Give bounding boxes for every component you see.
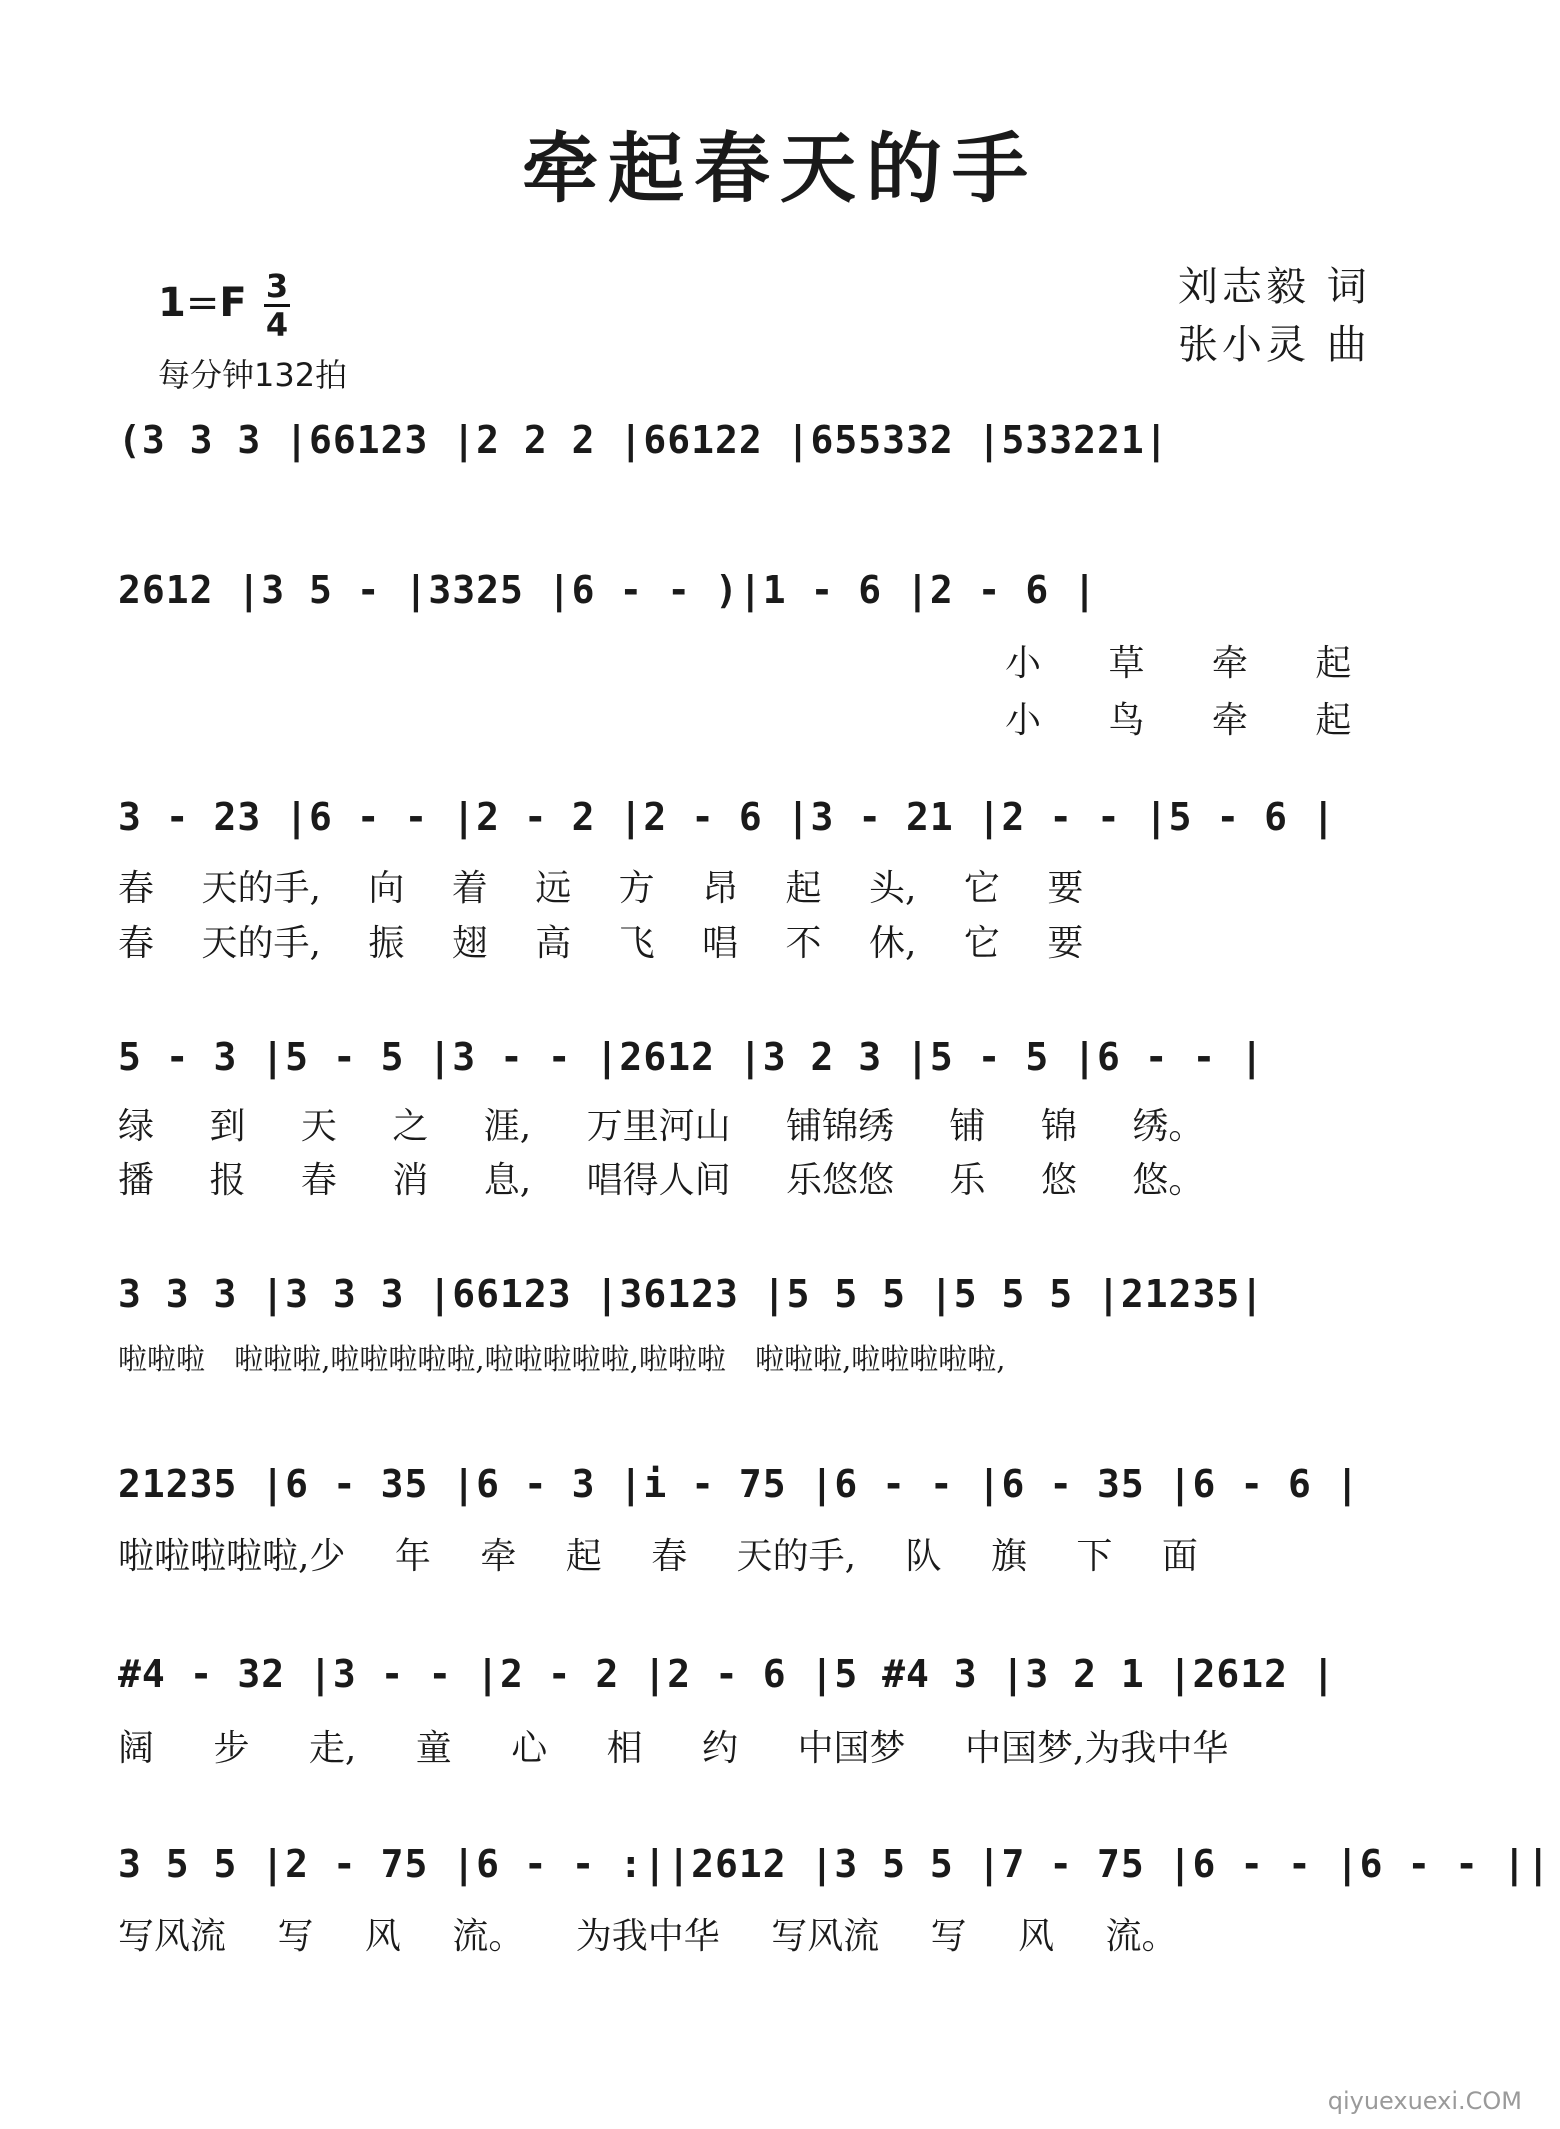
notation-line-2: 2612 |3 5 - |3325 |6 - - )|1 - 6 |2 - 6 | <box>118 568 1097 612</box>
lyric-line-2-verse-2: 小 鸟 牵 起 <box>1005 700 1352 741</box>
lyric-line-6: 啦啦啦啦啦,少 年 牵 起 春 天的手, 队 旗 下 面 <box>118 1536 1198 1577</box>
notation-line-6: 21235 |6 - 35 |6 - 3 |i - 75 |6 - - |6 - 35 |6 - 6 | <box>118 1462 1360 1506</box>
lyric-line-7: 阔 步 走, 童 心 相 约 中国梦 中国梦,为我中华 <box>118 1728 1229 1769</box>
lyric-line-3-verse-2: 春 天的手, 振 翅 高 飞 唱 不 休, 它 要 <box>118 923 1084 964</box>
notation-line-1: (3 3 3 |66123 |2 2 2 |66122 |655332 |533221| <box>118 418 1169 462</box>
composer-credit: 张小灵 曲 <box>1178 322 1371 368</box>
notation-line-5: 3 3 3 |3 3 3 |66123 |36123 |5 5 5 |5 5 5 |21235| <box>118 1272 1265 1316</box>
notation-line-7: #4 - 32 |3 - - |2 - 2 |2 - 6 |5 #4 3 |3 2 1 |2612 | <box>118 1652 1336 1696</box>
lyric-line-3-verse-1: 春 天的手, 向 着 远 方 昂 起 头, 它 要 <box>118 868 1084 909</box>
lyric-line-2-verse-1: 小 草 牵 起 <box>1005 643 1352 684</box>
notation-line-8: 3 5 5 |2 - 75 |6 - - :||2612 |3 5 5 |7 - 75 |6 - - |6 - - || <box>118 1842 1551 1886</box>
lyricist-credit: 刘志毅 词 <box>1178 264 1371 310</box>
notation-line-3: 3 - 23 |6 - - |2 - 2 |2 - 6 |3 - 21 |2 - - |5 - 6 | <box>118 795 1336 839</box>
credits <box>1178 258 1371 374</box>
lyric-line-5: 啦啦啦 啦啦啦,啦啦啦啦啦,啦啦啦啦啦,啦啦啦 啦啦啦,啦啦啦啦啦, <box>118 1342 1006 1376</box>
lyric-line-8: 写风流 写 风 流。 为我中华 写风流 写 风 流。 <box>118 1916 1178 1957</box>
watermark: qiyuexuexi.COM <box>1327 2087 1522 2115</box>
lyric-line-4-verse-1: 绿 到 天 之 涯, 万里河山 铺锦绣 铺 锦 绣。 <box>118 1106 1205 1147</box>
lyric-line-4-verse-2: 播 报 春 消 息, 唱得人间 乐悠悠 乐 悠 悠。 <box>118 1160 1205 1201</box>
tempo-marking: 每分钟132拍 <box>158 356 348 394</box>
time-signature: 3 4 <box>265 267 289 344</box>
key-signature: 1=F <box>158 280 247 326</box>
song-title: 牵起春天的手 <box>522 124 1038 213</box>
notation-line-4: 5 - 3 |5 - 5 |3 - - |2612 |3 2 3 |5 - 5 |6 - - | <box>118 1035 1265 1079</box>
